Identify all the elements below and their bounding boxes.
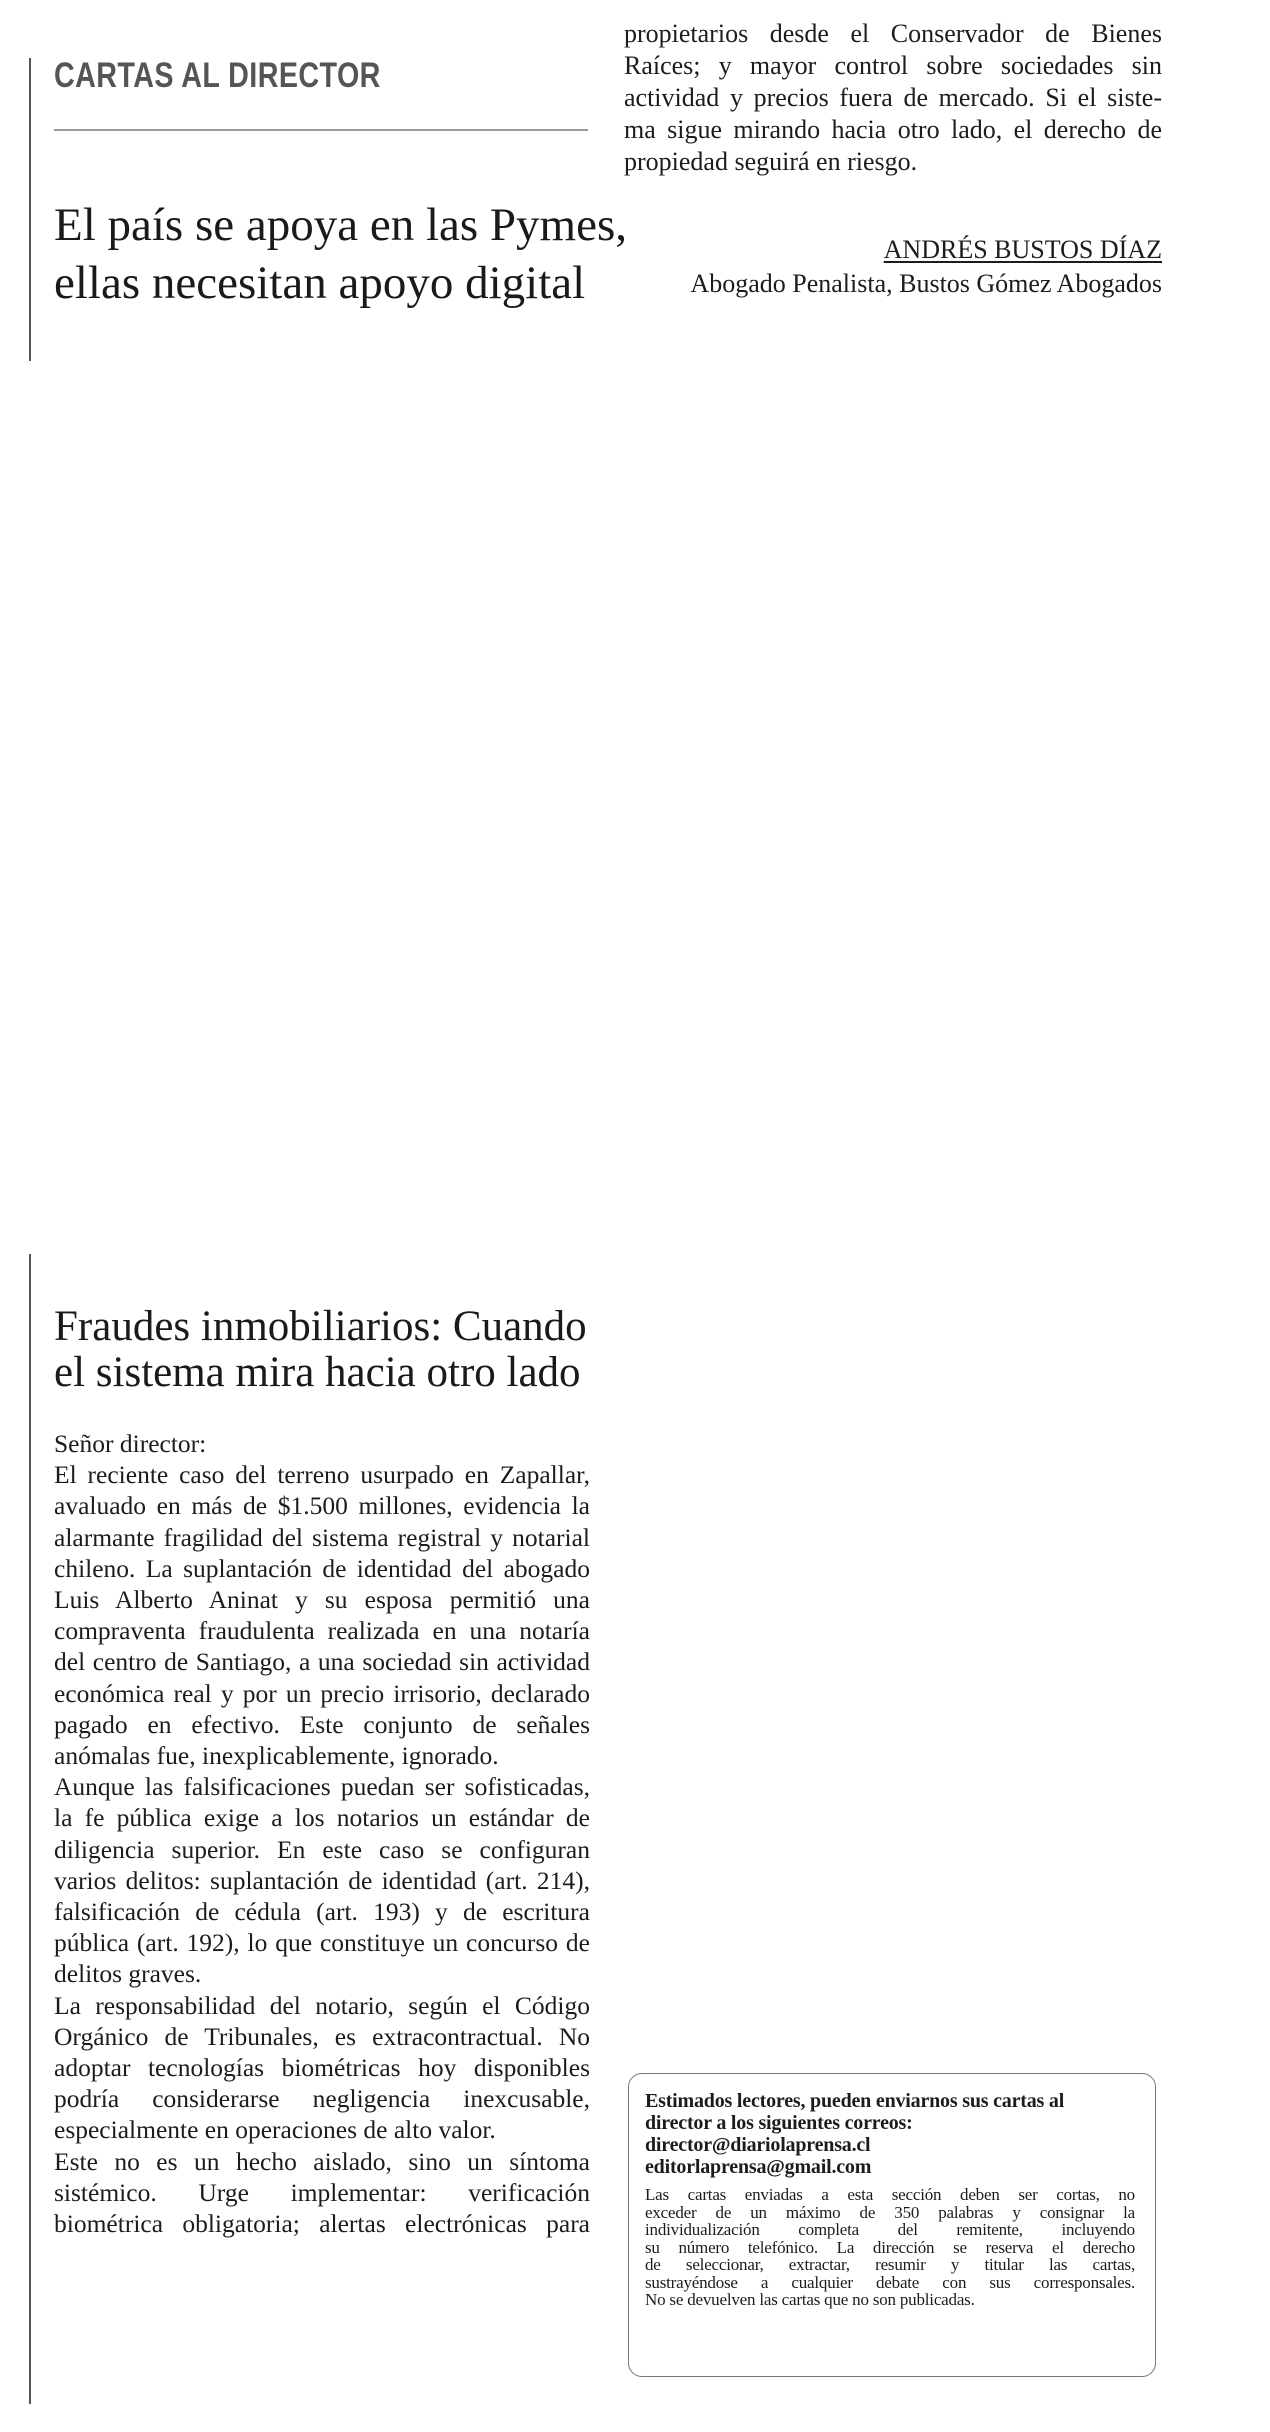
notice-line: No se devuelven las cartas que no son publicadas. — [645, 2290, 975, 2309]
notice-line: de seleccionar, extractar, resumir y titular las cartas, — [645, 2255, 1135, 2274]
letter2-headline — [54, 1304, 614, 1396]
previous-letter-continuation — [624, 18, 1162, 178]
text-line: ma sigue mirando hacia otro lado, el derecho de — [624, 115, 1162, 144]
notice-policy-text — [645, 2186, 1135, 2309]
letter1-headline — [54, 196, 634, 312]
text-line: Raíces; y mayor control sobre sociedades sin — [624, 51, 1162, 80]
notice-line: sustrayéndose a cualquier debate con sus corresponsales. — [645, 2272, 1135, 2292]
body-paragraph: La responsabilidad del notario, según el Código Orgánico de Tribunales, es extracontractual. No adoptar tecnologías biométricas hoy disponibles podría considerarse negligencia inexcusable, especialmente en operaciones de alto valor. — [54, 1990, 590, 2145]
text-line: actividad y precios fuera de mercado. Si el siste- — [624, 83, 1162, 112]
text-line: propiedad seguirá en riesgo. — [624, 147, 918, 176]
email-link[interactable]: director@diariolaprensa.cl — [645, 2134, 871, 2156]
headline-line: ellas necesitan apoyo digital — [54, 257, 586, 309]
body-paragraph: Aunque las falsificaciones puedan ser sofisticadas, la fe pública exige a los notarios un estándar de diligencia superior. En este caso se configuran varios delitos: suplantación de identidad (art. 214), falsificación de cédula (art. 193) y de escritura pública (art. 192), lo que constituye un concurso de delitos graves. — [54, 1772, 590, 1989]
headline-line: Fraudes inmobiliarios: Cuando — [54, 1303, 587, 1350]
salutation: Señor director: — [54, 1429, 207, 1458]
notice-contact-info — [645, 2090, 1135, 2178]
body-paragraph: El reciente caso del terreno usurpado en Zapallar, avaluado en más de $1.500 millones, evidencia la alarmante fragilidad del sistema registral y notarial chileno. La suplantación de identidad del abogado Luis Alberto Aninat y su esposa permitió una compraventa fraudulenta realizada en una notaría del centro de Santiago, a una sociedad sin actividad económica real y por un precio irrisorio, declarado pagado en efectivo. Este conjunto de señales anómalas fue, inexplicablemente, ignorado. — [54, 1460, 590, 1771]
section-divider — [54, 129, 588, 131]
signature-name: ANDRÉS BUSTOS DÍAZ — [883, 235, 1162, 264]
section-title: CARTAS AL DIRECTOR — [54, 56, 381, 95]
text-line: propietarios desde el Conservador de Bienes — [624, 19, 1162, 48]
submission-notice-box — [628, 2073, 1156, 2377]
notice-line: individualización completa del remitente, incluyendo — [645, 2220, 1135, 2239]
notice-line: Estimados lectores, pueden enviarnos sus cartas al — [645, 2090, 1065, 2112]
notice-line: Las cartas enviadas a esta sección deben ser cortas, no — [645, 2185, 1135, 2204]
notice-line: exceder de un máximo de 350 palabras y consignar la — [645, 2202, 1135, 2222]
column-rule-bottom — [29, 1254, 31, 2404]
email-link[interactable]: editorlaprensa@gmail.com — [645, 2156, 872, 2178]
column-rule-top — [29, 58, 31, 361]
headline-line: el sistema mira hacia otro lado — [54, 1349, 581, 1396]
body-paragraph: Este no es un hecho aislado, sino un síntoma sistémico. Urge implementar: verificación biométrica obligatoria; alertas electrónicas para — [54, 2146, 590, 2239]
notice-line: su número telefónico. La dirección se reserva el derecho — [645, 2237, 1135, 2257]
signature-title: Abogado Penalista, Bustos Gómez Abogados — [690, 269, 1162, 298]
letter2-body — [54, 1428, 590, 2239]
headline-line: El país se apoya en las Pymes, — [54, 199, 628, 251]
notice-line: director a los siguientes correos: — [645, 2112, 913, 2134]
